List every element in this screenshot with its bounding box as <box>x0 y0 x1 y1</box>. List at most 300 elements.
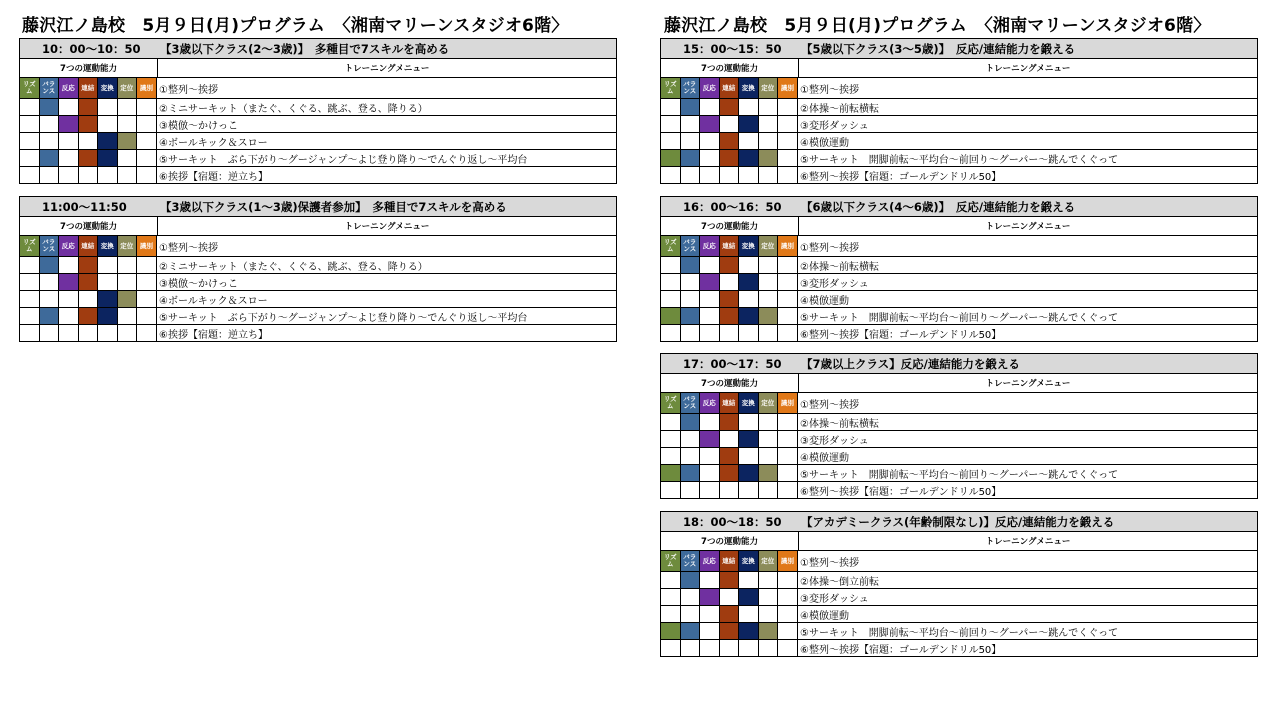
ability-cell-rhythm <box>20 257 40 273</box>
menu-row <box>20 308 616 325</box>
ability-cell-reaction <box>59 167 79 183</box>
ability-cell-position <box>118 325 138 341</box>
menu-header: トレーニングメニュー <box>344 64 430 74</box>
ability-label-reaction: 反応 <box>59 236 79 256</box>
menu-row <box>661 150 1257 167</box>
ability-cell-balance <box>40 274 60 290</box>
class-title: 【5歳以下クラス(3〜5歳)】 反応/連結能力を鍛える <box>801 41 1076 56</box>
ability-cell-rhythm <box>661 448 681 464</box>
menu-item: ①整列〜挨拶 <box>800 242 859 254</box>
column-header-row <box>661 217 1257 236</box>
ability-cell-reaction <box>700 133 720 149</box>
menu-row <box>20 291 616 308</box>
menu-header: トレーニングメニュー <box>985 222 1071 232</box>
ability-cell-rhythm <box>661 99 681 115</box>
ability-label-balance: バランス <box>40 236 60 256</box>
menu-item: ④模倣運動 <box>800 610 849 622</box>
ability-cell-linking <box>79 325 99 341</box>
column-header-row <box>661 59 1257 78</box>
ability-cell-linking <box>720 325 740 341</box>
menu-item: ③模倣〜かけっこ <box>159 120 238 132</box>
ability-cell-rhythm <box>661 640 681 656</box>
ability-cell-position <box>118 133 138 149</box>
ability-cell-position <box>118 308 138 324</box>
ability-label-position: 定位 <box>759 393 779 413</box>
ability-cell-reaction <box>700 572 720 588</box>
ability-cell-linking <box>720 589 740 605</box>
ability-cell-linking <box>79 257 99 273</box>
ability-cell-discrimination <box>778 448 798 464</box>
menu-row <box>20 274 616 291</box>
ability-cell-reaction <box>700 99 720 115</box>
ability-cell-rhythm <box>661 325 681 341</box>
ability-cell-change <box>739 482 759 498</box>
ability-cell-linking <box>720 465 740 481</box>
menu-item: ④模倣運動 <box>800 137 849 149</box>
menu-item: ④模倣運動 <box>800 295 849 307</box>
ability-label-linking: 連結 <box>720 78 740 98</box>
ability-cell-linking <box>720 150 740 166</box>
ability-cell-balance <box>681 116 701 132</box>
ability-cell-rhythm <box>20 308 40 324</box>
ability-cell-discrimination <box>137 133 157 149</box>
ability-cell-balance <box>681 623 701 639</box>
ability-cell-discrimination <box>137 167 157 183</box>
menu-item: ③模倣〜かけっこ <box>159 278 238 290</box>
abilities-header: 7つの運動能力 <box>661 59 799 77</box>
ability-cell-change <box>739 308 759 324</box>
ability-cell-change <box>98 257 118 273</box>
ability-cell-rhythm <box>661 133 681 149</box>
ability-cell-position <box>118 99 138 115</box>
ability-cell-position <box>759 448 779 464</box>
menu-item: ①整列〜挨拶 <box>159 84 218 96</box>
ability-cell-change <box>739 448 759 464</box>
class-title: 【3歳以下クラス(1〜3歳)保護者参加】 多種目で7スキルを高める <box>160 199 507 214</box>
ability-cell-reaction <box>700 465 720 481</box>
ability-cell-change <box>739 274 759 290</box>
menu-item: ⑥整列〜挨拶【宿題：ゴールデンドリル50】 <box>800 644 1002 656</box>
ability-cell-linking <box>79 133 99 149</box>
menu-item: ④ボールキック＆スロー <box>159 137 268 149</box>
ability-cell-reaction <box>700 291 720 307</box>
block-header <box>20 39 616 59</box>
session-time: 11:00〜11:50 <box>42 199 127 214</box>
ability-label-reaction: 反応 <box>700 78 720 98</box>
ability-cell-discrimination <box>778 116 798 132</box>
ability-label-change: 変換 <box>739 393 759 413</box>
ability-cell-change <box>98 325 118 341</box>
ability-cell-change <box>98 167 118 183</box>
ability-cell-balance <box>681 606 701 622</box>
menu-header: トレーニングメニュー <box>985 64 1071 74</box>
menu-item: ③変形ダッシュ <box>800 120 869 132</box>
block-header <box>661 197 1257 217</box>
ability-cell-balance <box>681 167 701 183</box>
menu-item: ①整列〜挨拶 <box>800 84 859 96</box>
ability-cell-position <box>759 99 779 115</box>
menu-item: ⑤サーキット 開脚前転〜平均台〜前回り〜グーパー〜跳んでくぐって <box>800 154 1119 166</box>
ability-cell-discrimination <box>137 150 157 166</box>
menu-item: ⑤サーキット ぶら下がり〜グージャンプ〜よじ登り降り〜でんぐり返し〜平均台 <box>159 312 528 324</box>
menu-row <box>661 589 1257 606</box>
ability-cell-change <box>739 606 759 622</box>
abilities-header: 7つの運動能力 <box>661 532 799 550</box>
column-header-row <box>20 59 616 78</box>
ability-cell-linking <box>720 257 740 273</box>
column-header-row <box>20 217 616 236</box>
ability-cell-balance <box>681 572 701 588</box>
ability-label-linking: 連結 <box>720 393 740 413</box>
ability-cell-position <box>759 133 779 149</box>
ability-cell-position <box>759 623 779 639</box>
ability-cell-linking <box>720 291 740 307</box>
ability-cell-discrimination <box>778 274 798 290</box>
menu-row <box>20 99 616 116</box>
ability-cell-position <box>759 431 779 447</box>
ability-label-balance: バランス <box>681 236 701 256</box>
session-time: 17：00〜17：50 <box>683 356 782 371</box>
session-time: 15：00〜15：50 <box>683 41 782 56</box>
ability-label-reaction: 反応 <box>700 393 720 413</box>
ability-cell-position <box>118 150 138 166</box>
ability-cell-rhythm <box>661 431 681 447</box>
ability-cell-change <box>739 133 759 149</box>
ability-label-linking: 連結 <box>720 551 740 571</box>
menu-item: ③変形ダッシュ <box>800 593 869 605</box>
ability-cell-balance <box>40 325 60 341</box>
ability-cell-balance <box>40 291 60 307</box>
ability-label-rhythm: リズム <box>661 236 681 256</box>
menu-row <box>20 325 616 341</box>
menu-row <box>661 431 1257 448</box>
ability-cell-discrimination <box>778 623 798 639</box>
right-page-title: 藤沢江ノ島校 5月９日(月)プログラム 〈湘南マリーンスタジオ6階〉 <box>664 16 1211 36</box>
class-title: 【3歳以下クラス(2〜3歳)】 多種目で7スキルを高める <box>160 41 450 56</box>
ability-cell-position <box>118 116 138 132</box>
ability-cell-discrimination <box>137 291 157 307</box>
ability-cell-balance <box>681 150 701 166</box>
menu-row <box>661 606 1257 623</box>
menu-row <box>20 167 616 183</box>
abilities-header: 7つの運動能力 <box>20 59 158 77</box>
ability-cell-balance <box>681 325 701 341</box>
menu-item: ③変形ダッシュ <box>800 435 869 447</box>
menu-row <box>661 325 1257 341</box>
ability-label-linking: 連結 <box>720 236 740 256</box>
ability-cell-change <box>739 116 759 132</box>
ability-cell-reaction <box>700 116 720 132</box>
ability-cell-balance <box>681 465 701 481</box>
ability-cell-change <box>739 257 759 273</box>
menu-item: ①整列〜挨拶 <box>800 557 859 569</box>
ability-cell-change <box>739 291 759 307</box>
ability-cell-rhythm <box>20 325 40 341</box>
ability-cell-linking <box>720 640 740 656</box>
ability-cell-rhythm <box>661 274 681 290</box>
menu-item: ③変形ダッシュ <box>800 278 869 290</box>
ability-cell-change <box>739 414 759 430</box>
ability-cell-linking <box>720 167 740 183</box>
menu-item: ②体操〜倒立前転 <box>800 576 879 588</box>
ability-cell-linking <box>720 99 740 115</box>
program-block <box>660 38 1258 184</box>
ability-cell-change <box>739 589 759 605</box>
block-header <box>661 512 1257 532</box>
ability-label-reaction: 反応 <box>700 551 720 571</box>
ability-label-balance: バランス <box>681 551 701 571</box>
ability-cell-change <box>739 640 759 656</box>
menu-item: ①整列〜挨拶 <box>800 399 859 411</box>
menu-row <box>661 414 1257 431</box>
ability-cell-linking <box>79 116 99 132</box>
ability-cell-discrimination <box>778 414 798 430</box>
ability-label-linking: 連結 <box>79 78 99 98</box>
ability-cell-reaction <box>700 431 720 447</box>
ability-cell-reaction <box>700 308 720 324</box>
session-time: 10：00〜10：50 <box>42 41 141 56</box>
menu-header: トレーニングメニュー <box>985 537 1071 547</box>
ability-cell-reaction <box>59 257 79 273</box>
block-header <box>661 354 1257 374</box>
ability-cell-reaction <box>700 325 720 341</box>
menu-item: ②体操〜前転横転 <box>800 103 879 115</box>
menu-header: トレーニングメニュー <box>344 222 430 232</box>
menu-row <box>20 257 616 274</box>
ability-label-balance: バランス <box>40 78 60 98</box>
ability-label-discrimination: 識別 <box>778 78 798 98</box>
menu-row <box>20 116 616 133</box>
ability-label-position: 定位 <box>118 78 138 98</box>
ability-cell-discrimination <box>778 167 798 183</box>
ability-cell-reaction <box>700 150 720 166</box>
session-time: 18：00〜18：50 <box>683 514 782 529</box>
ability-cell-discrimination <box>778 133 798 149</box>
ability-label-discrimination: 識別 <box>778 551 798 571</box>
class-title: 【6歳以下クラス(4〜6歳)】 反応/連結能力を鍛える <box>801 199 1076 214</box>
column-header-row <box>661 374 1257 393</box>
menu-item: ⑤サーキット 開脚前転〜平均台〜前回り〜グーパー〜跳んでくぐって <box>800 469 1119 481</box>
ability-cell-linking <box>79 150 99 166</box>
ability-cell-reaction <box>59 274 79 290</box>
menu-row <box>661 623 1257 640</box>
ability-cell-change <box>98 99 118 115</box>
ability-cell-balance <box>40 99 60 115</box>
ability-cell-balance <box>681 99 701 115</box>
ability-label-balance: バランス <box>681 393 701 413</box>
ability-cell-reaction <box>700 482 720 498</box>
ability-cell-reaction <box>700 640 720 656</box>
menu-item: ⑥整列〜挨拶【宿題：ゴールデンドリル50】 <box>800 486 1002 498</box>
ability-cell-discrimination <box>137 116 157 132</box>
program-block <box>660 511 1258 657</box>
ability-cell-balance <box>40 116 60 132</box>
ability-cell-change <box>739 99 759 115</box>
ability-cell-linking <box>720 431 740 447</box>
ability-cell-discrimination <box>778 465 798 481</box>
ability-cell-discrimination <box>137 274 157 290</box>
ability-cell-rhythm <box>661 308 681 324</box>
ability-cell-reaction <box>59 116 79 132</box>
ability-cell-discrimination <box>778 99 798 115</box>
ability-cell-discrimination <box>137 308 157 324</box>
ability-cell-discrimination <box>778 482 798 498</box>
ability-cell-change <box>739 167 759 183</box>
menu-item: ④模倣運動 <box>800 452 849 464</box>
ability-cell-linking <box>720 133 740 149</box>
menu-row <box>661 167 1257 183</box>
ability-label-change: 変換 <box>98 78 118 98</box>
ability-cell-position <box>759 308 779 324</box>
ability-cell-reaction <box>59 150 79 166</box>
ability-label-reaction: 反応 <box>59 78 79 98</box>
ability-cell-position <box>759 257 779 273</box>
ability-cell-balance <box>40 133 60 149</box>
ability-cell-change <box>739 465 759 481</box>
ability-cell-rhythm <box>661 589 681 605</box>
menu-item: ②ミニサーキット（またぐ、くぐる、跳ぶ、登る、降りる） <box>159 103 428 115</box>
menu-row <box>661 482 1257 498</box>
menu-row <box>661 99 1257 116</box>
menu-item: ⑥整列〜挨拶【宿題：ゴールデンドリル50】 <box>800 329 1002 341</box>
session-time: 16：00〜16：50 <box>683 199 782 214</box>
ability-cell-discrimination <box>137 257 157 273</box>
ability-cell-rhythm <box>20 133 40 149</box>
ability-label-position: 定位 <box>118 236 138 256</box>
ability-cell-reaction <box>700 274 720 290</box>
ability-cell-linking <box>79 274 99 290</box>
ability-cell-position <box>759 572 779 588</box>
menu-header: トレーニングメニュー <box>985 379 1071 389</box>
column-header-row <box>661 532 1257 551</box>
ability-cell-linking <box>720 572 740 588</box>
ability-cell-change <box>98 150 118 166</box>
ability-cell-rhythm <box>661 414 681 430</box>
menu-item: ①整列〜挨拶 <box>159 242 218 254</box>
ability-cell-balance <box>681 589 701 605</box>
ability-cell-balance <box>40 257 60 273</box>
ability-cell-balance <box>681 308 701 324</box>
block-header <box>661 39 1257 59</box>
menu-row <box>20 150 616 167</box>
ability-cell-discrimination <box>778 291 798 307</box>
program-block <box>660 196 1258 342</box>
ability-label-discrimination: 識別 <box>137 78 157 98</box>
ability-label-change: 変換 <box>739 78 759 98</box>
ability-cell-change <box>98 133 118 149</box>
ability-label-reaction: 反応 <box>700 236 720 256</box>
ability-cell-position <box>759 325 779 341</box>
menu-item: ⑥整列〜挨拶【宿題：ゴールデンドリル50】 <box>800 171 1002 183</box>
ability-cell-linking <box>720 274 740 290</box>
ability-cell-discrimination <box>137 325 157 341</box>
ability-cell-linking <box>720 482 740 498</box>
menu-row <box>20 133 616 150</box>
ability-label-rhythm: リズム <box>661 78 681 98</box>
ability-cell-change <box>739 431 759 447</box>
ability-cell-reaction <box>59 325 79 341</box>
ability-cell-position <box>759 640 779 656</box>
ability-cell-position <box>759 116 779 132</box>
ability-cell-balance <box>681 640 701 656</box>
ability-cell-linking <box>720 623 740 639</box>
ability-label-change: 変換 <box>739 551 759 571</box>
ability-cell-balance <box>681 133 701 149</box>
ability-cell-balance <box>681 431 701 447</box>
ability-cell-linking <box>79 167 99 183</box>
ability-cell-reaction <box>700 167 720 183</box>
ability-cell-position <box>759 465 779 481</box>
menu-item: ⑥挨拶【宿題：逆立ち】 <box>159 171 268 183</box>
ability-cell-discrimination <box>778 308 798 324</box>
ability-cell-reaction <box>700 448 720 464</box>
ability-cell-position <box>118 257 138 273</box>
ability-cell-position <box>759 274 779 290</box>
ability-cell-change <box>98 308 118 324</box>
ability-cell-discrimination <box>778 325 798 341</box>
ability-cell-balance <box>681 274 701 290</box>
ability-cell-discrimination <box>778 572 798 588</box>
ability-label-rhythm: リズム <box>20 78 40 98</box>
ability-cell-linking <box>720 606 740 622</box>
ability-cell-rhythm <box>661 623 681 639</box>
ability-label-rhythm: リズム <box>661 551 681 571</box>
ability-cell-reaction <box>700 257 720 273</box>
left-page-title: 藤沢江ノ島校 5月９日(月)プログラム 〈湘南マリーンスタジオ6階〉 <box>22 16 569 36</box>
ability-cell-linking <box>79 291 99 307</box>
ability-cell-rhythm <box>661 116 681 132</box>
ability-cell-linking <box>79 99 99 115</box>
ability-cell-position <box>118 274 138 290</box>
ability-cell-balance <box>681 291 701 307</box>
ability-cell-discrimination <box>778 606 798 622</box>
menu-row <box>661 308 1257 325</box>
menu-item: ⑤サーキット 開脚前転〜平均台〜前回り〜グーパー〜跳んでくぐって <box>800 627 1119 639</box>
ability-label-row <box>20 78 616 99</box>
ability-cell-reaction <box>59 133 79 149</box>
ability-cell-position <box>759 606 779 622</box>
ability-label-change: 変換 <box>98 236 118 256</box>
ability-cell-reaction <box>700 623 720 639</box>
ability-cell-reaction <box>59 291 79 307</box>
ability-cell-rhythm <box>661 606 681 622</box>
ability-cell-position <box>118 291 138 307</box>
menu-row <box>661 257 1257 274</box>
menu-item: ⑤サーキット ぶら下がり〜グージャンプ〜よじ登り降り〜でんぐり返し〜平均台 <box>159 154 528 166</box>
ability-label-balance: バランス <box>681 78 701 98</box>
block-header <box>20 197 616 217</box>
program-block <box>19 38 617 184</box>
ability-cell-rhythm <box>20 291 40 307</box>
menu-row <box>661 465 1257 482</box>
ability-label-change: 変換 <box>739 236 759 256</box>
ability-cell-balance <box>681 414 701 430</box>
ability-cell-position <box>759 291 779 307</box>
ability-label-position: 定位 <box>759 78 779 98</box>
ability-cell-linking <box>79 308 99 324</box>
ability-cell-change <box>98 274 118 290</box>
menu-row <box>661 572 1257 589</box>
menu-row <box>661 274 1257 291</box>
ability-cell-linking <box>720 414 740 430</box>
ability-label-position: 定位 <box>759 551 779 571</box>
ability-cell-rhythm <box>20 150 40 166</box>
ability-cell-change <box>739 623 759 639</box>
ability-cell-balance <box>40 167 60 183</box>
ability-label-row <box>661 78 1257 99</box>
ability-label-linking: 連結 <box>79 236 99 256</box>
menu-item: ⑥挨拶【宿題：逆立ち】 <box>159 329 268 341</box>
